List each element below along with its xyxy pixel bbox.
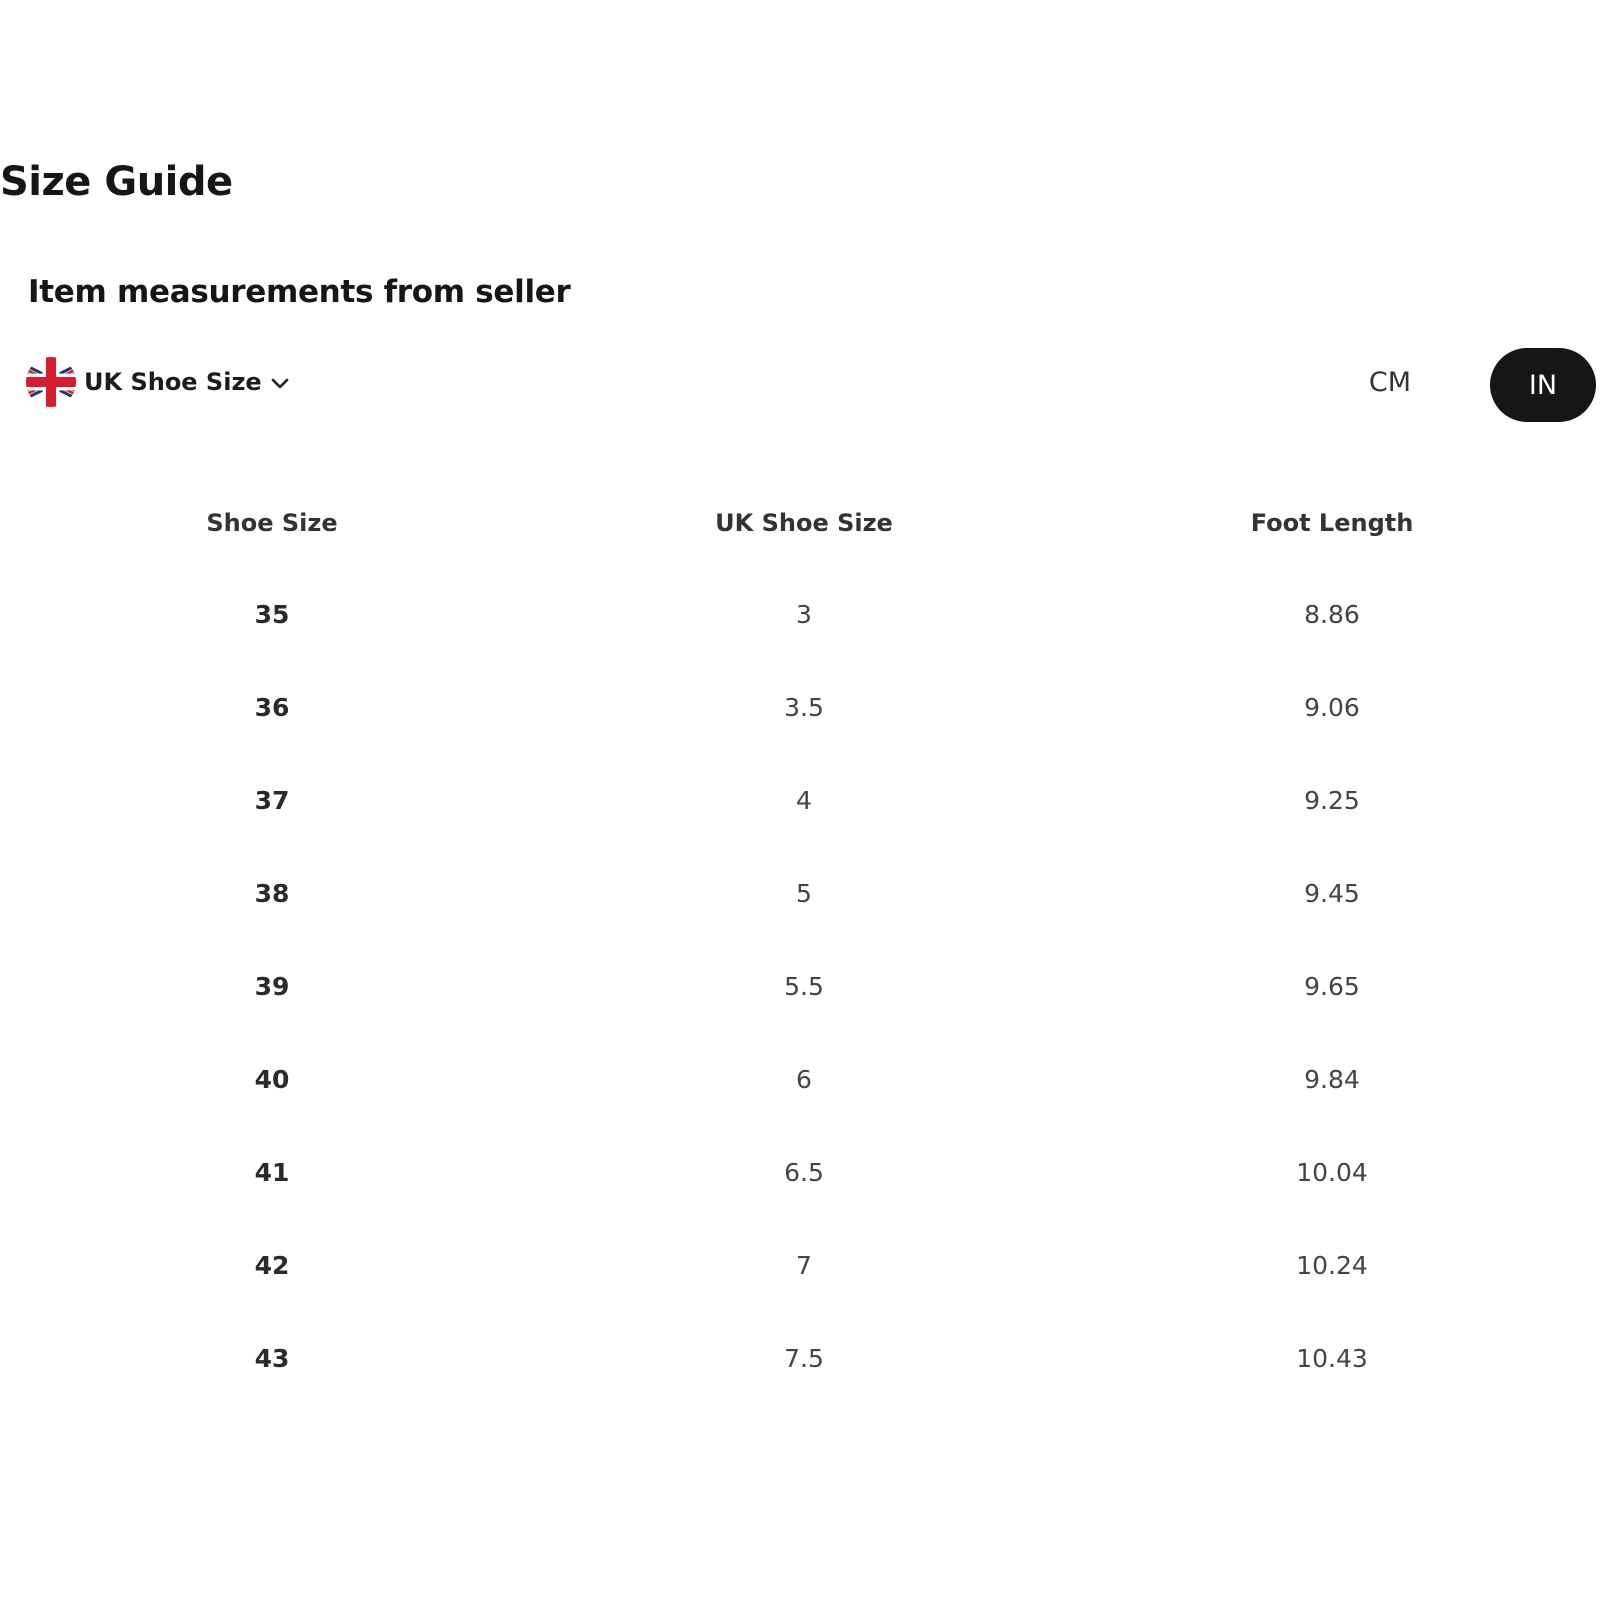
table-row	[0, 940, 1600, 1033]
shoe-size-cell: 40	[254, 1065, 290, 1094]
shoe-size-cell: 42	[254, 1251, 290, 1280]
table-row	[0, 1126, 1600, 1219]
foot-length-cell: 10.04	[1296, 1158, 1368, 1187]
shoe-size-cell: 39	[254, 972, 290, 1001]
uk-size-cell: 6.5	[784, 1158, 824, 1187]
section-title: Item measurements from seller	[28, 274, 571, 310]
shoe-size-cell: 38	[254, 879, 290, 908]
foot-length-cell: 9.06	[1304, 693, 1360, 722]
shoe-size-cell: 41	[254, 1158, 290, 1187]
uk-flag-icon	[26, 357, 76, 407]
uk-size-cell: 7	[796, 1251, 812, 1280]
shoe-size-cell: 35	[254, 600, 290, 629]
size-table	[0, 478, 1600, 1405]
shoe-size-cell: 37	[254, 786, 290, 815]
foot-length-cell: 8.86	[1304, 600, 1360, 629]
unit-in-button[interactable]: IN	[1490, 348, 1596, 422]
table-row	[0, 661, 1600, 754]
uk-size-cell: 5	[796, 879, 812, 908]
column-header-foot-length: Foot Length	[1250, 509, 1414, 537]
uk-size-cell: 4	[796, 786, 812, 815]
table-row	[0, 1312, 1600, 1405]
shoe-size-cell: 43	[254, 1344, 290, 1373]
chevron-down-icon	[270, 374, 290, 394]
shoe-size-cell: 36	[254, 693, 290, 722]
foot-length-cell: 9.25	[1304, 786, 1360, 815]
foot-length-cell: 10.43	[1296, 1344, 1368, 1373]
size-system-selector[interactable]	[26, 356, 290, 408]
table-header-row	[0, 478, 1600, 568]
foot-length-cell: 9.45	[1304, 879, 1360, 908]
table-row	[0, 847, 1600, 940]
foot-length-cell: 9.65	[1304, 972, 1360, 1001]
uk-size-cell: 3.5	[784, 693, 824, 722]
table-row	[0, 1033, 1600, 1126]
size-system-label: UK Shoe Size	[84, 368, 262, 396]
uk-size-cell: 6	[796, 1065, 812, 1094]
unit-cm-button[interactable]: CM	[1368, 366, 1412, 398]
uk-size-cell: 7.5	[784, 1344, 824, 1373]
column-header-shoe-size: Shoe Size	[206, 509, 338, 537]
uk-size-cell: 3	[796, 600, 812, 629]
table-row	[0, 754, 1600, 847]
page-title: Size Guide	[0, 159, 233, 205]
uk-size-cell: 5.5	[784, 972, 824, 1001]
table-row	[0, 1219, 1600, 1312]
table-row	[0, 568, 1600, 661]
column-header-uk-shoe-size: UK Shoe Size	[715, 509, 893, 537]
foot-length-cell: 9.84	[1304, 1065, 1360, 1094]
foot-length-cell: 10.24	[1296, 1251, 1368, 1280]
